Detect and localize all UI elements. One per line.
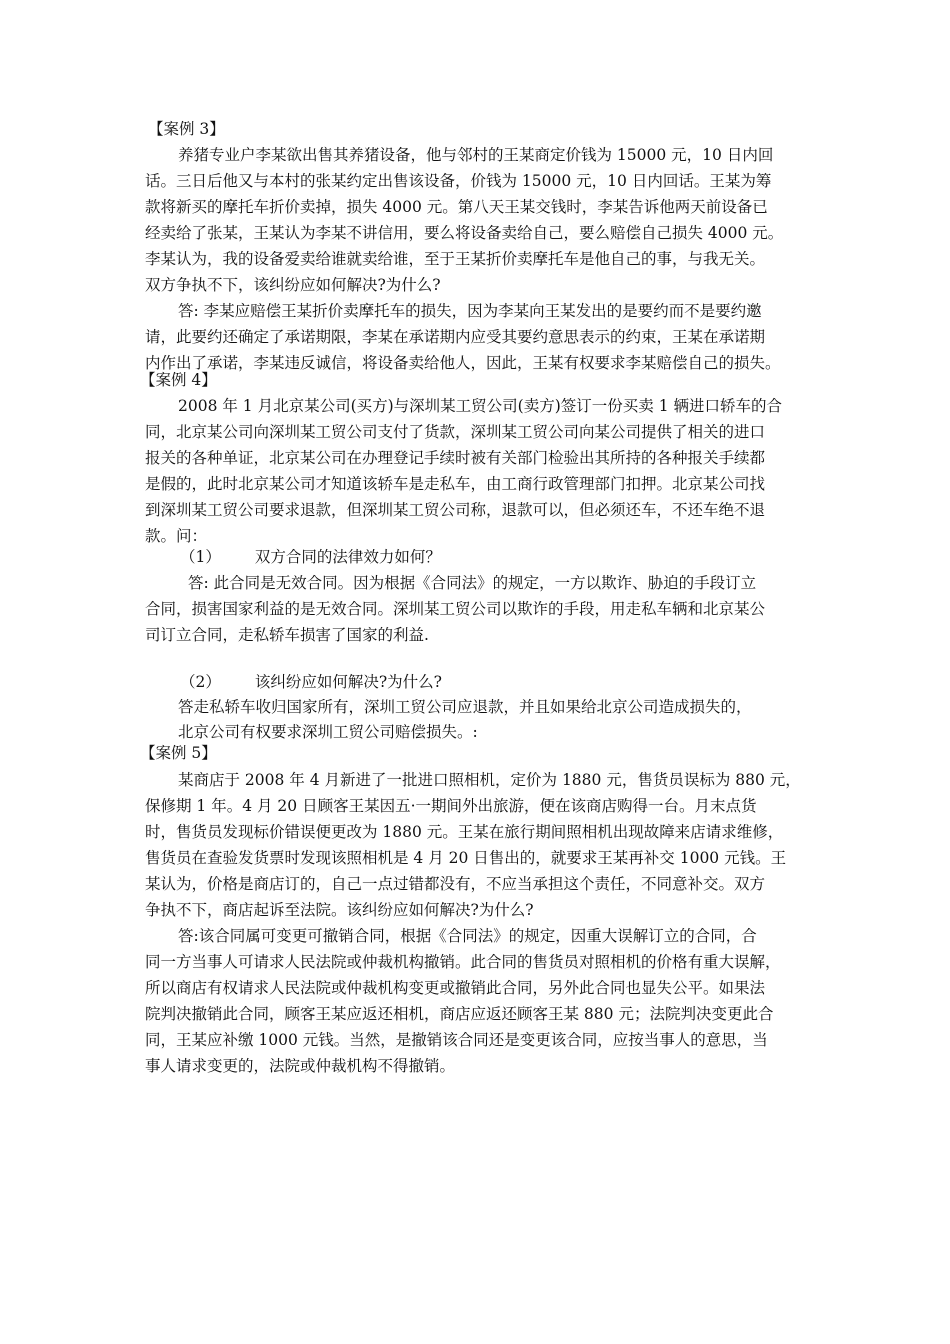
case4-question-line-4: 是假的，此时北京某公司才知道该轿车是走私车，由工商行政管理部门扣押。北京某公司找 [145,475,766,493]
case5-answer-line-1: 答:该合同属可变更可撤销合同，根据《合同法》的规定，因重大误解订立的合同，合 [178,927,757,945]
case4-sub-question-2 [180,669,442,695]
case4-sub2-text: 该纠纷应如何解决?为什么? [254,673,442,691]
case3-heading: 【案例 3】 [148,120,225,138]
case4-answer2-line-1: 答走私轿车收归国家所有，深圳工贸公司应退款，并且如果给北京公司造成损失的， [178,698,752,716]
case5-answer-line-5: 同，王某应补缴 1000 元钱。当然，是撤销该合同还是变更该合同，应按当事人的意思，当 [145,1031,768,1049]
case3-question-line-3: 款将新买的摩托车折价卖掉，损失 4000 元。第八天王某交钱时，李某告诉他两天前设备已 [145,198,768,216]
case3-answer-line-2: 请，此要约还确定了承诺期限，李某在承诺期内应受其要约意思表示的约束，王某在承诺期 [145,328,766,346]
case5-heading: 【案例 5】 [140,744,217,762]
case4-sub1-text: 双方合同的法律效力如何？ [254,548,441,566]
case5-question-line-1: 某商店于 2008 年 4 月新进了一批进口照相机，定价为 1880 元，售货员误标为 880 元， [178,771,801,789]
case4-answer2-line-2: 北京公司有权要求深圳工贸公司赔偿损失。: [178,723,478,741]
case3-question-line-2: 话。三日后他又与本村的张某约定出售该设备，价钱为 15000 元，10 日内回话。王某为筹 [145,172,772,190]
case4-answer1-line-1: 答: 此合同是无效合同。因为根据《合同法》的规定，一方以欺诈、胁迫的手段订立 [188,574,757,592]
case4-sub2-number: （2） [180,673,221,691]
case3-question-line-6: 双方争执不下，该纠纷应如何解决?为什么? [145,276,441,294]
case5-question-line-3: 时，售货员发现标价错误便更改为 1880 元。王某在旅行期间照相机出现故障来店请求维修， [145,823,784,841]
case5-question-line-2: 保修期 1 年。4 月 20 日顾客王某因五·一期间外出旅游，便在该商店购得一台。月末点货 [145,797,757,815]
case4-heading: 【案例 4】 [140,371,217,389]
case5-answer-line-6: 事人请求变更的，法院或仲裁机构不得撤销。 [145,1057,456,1075]
case4-question-line-2: 同，北京某公司向深圳某工贸公司支付了货款，深圳某工贸公司向某公司提供了相关的进口 [145,423,766,441]
case5-answer-line-4: 院判决撤销此合同，顾客王某应返还相机，商店应返还顾客王某 880 元；法院判决变更此合 [145,1005,774,1023]
case5-answer-line-2: 同一方当事人可请求人民法院或仲裁机构撤销。此合同的售货员对照相机的价格有重大误解， [145,953,781,971]
case4-answer1-line-2: 合同，损害国家利益的是无效合同。深圳某工贸公司以欺诈的手段，用走私车辆和北京某公 [145,600,766,618]
case5-question-line-5: 某认为，价格是商店订的，自己一点过错都没有，不应当承担这个责任，不同意补交。双方 [145,875,766,893]
case5-answer-line-3: 所以商店有权请求人民法院或仲裁机构变更或撤销此合同，另外此合同也显失公平。如果法 [145,979,766,997]
case3-question-line-1: 养猪专业户李某欲出售其养猪设备，他与邻村的王某商定价钱为 15000 元，10 日内回 [178,146,774,164]
case5-question-line-4: 售货员在查验发货票时发现该照相机是 4 月 20 日售出的，就要求王某再补交 1000 元钱。王 [145,849,787,867]
case4-sub1-number: （1） [180,548,221,566]
case5-question-line-6: 争执不下，商店起诉至法院。该纠纷应如何解决?为什么? [145,901,534,919]
case4-question-line-6: 款。问： [145,527,208,545]
case4-sub-question-1 [180,544,441,570]
case4-question-line-3: 报关的各种单证，北京某公司在办理登记手续时被有关部门检验出其所持的各种报关手续都 [145,449,766,467]
case3-question-line-5: 李某认为，我的设备爱卖给谁就卖给谁，至于王某折价卖摩托车是他自己的事，与我无关。 [145,250,766,268]
case3-answer-line-1: 答: 李某应赔偿王某折价卖摩托车的损失，因为李某向王某发出的是要约而不是要约邀 [178,302,762,320]
case3-answer-line-3: 内作出了承诺，李某违反诚信，将设备卖给他人，因此，王某有权要求李某赔偿自己的损失。 [145,354,781,372]
case4-question-line-1: 2008 年 1 月北京某公司(买方)与深圳某工贸公司(卖方)签订一份买卖 1 辆进口轿车的合 [178,397,782,415]
case4-answer1-line-3: 司订立合同，走私轿车损害了国家的利益. [145,626,429,644]
case3-question-line-4: 经卖给了张某，王某认为李某不讲信用，要么将设备卖给自己，要么赔偿自己损失 4000 元。 [145,224,784,242]
case4-question-line-5: 到深圳某工贸公司要求退款，但深圳某工贸公司称，退款可以，但必须还车，不还车绝不退 [145,501,766,519]
